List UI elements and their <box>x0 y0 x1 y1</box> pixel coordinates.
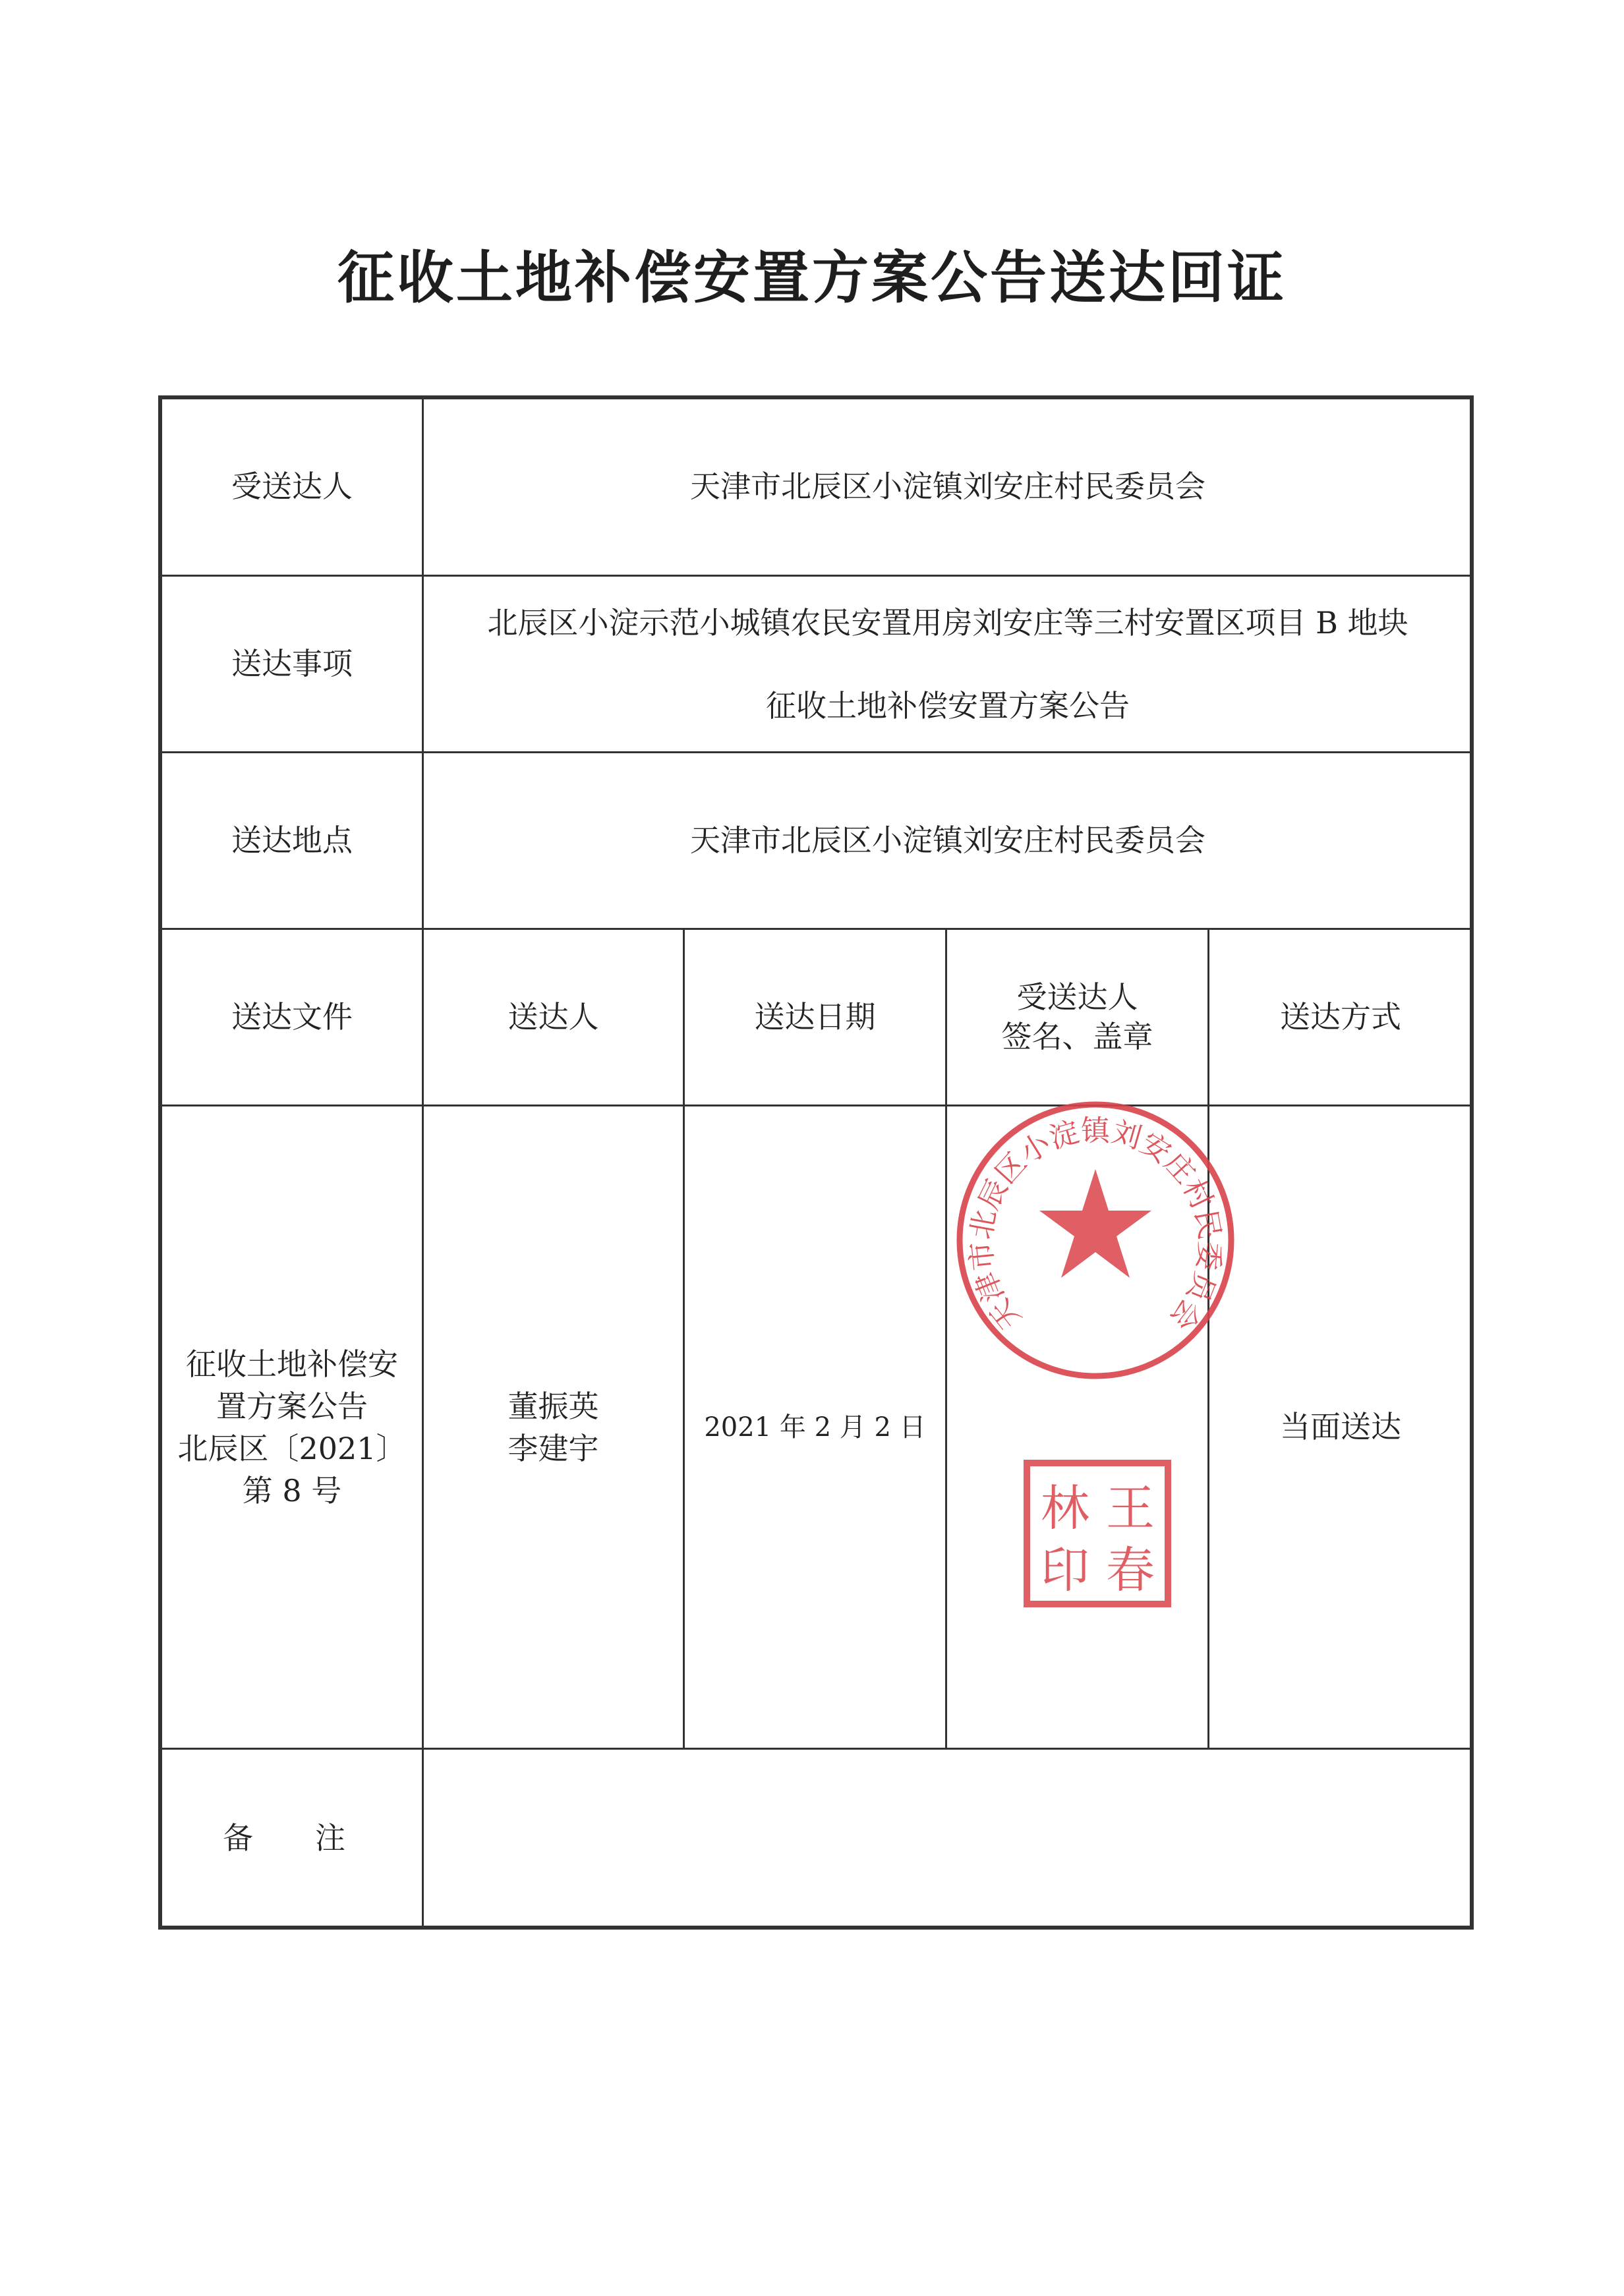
header-date: 送达日期 <box>754 998 876 1035</box>
header-signature-line-2: 签名、盖章 <box>1001 1018 1153 1054</box>
header-method: 送达方式 <box>1280 998 1401 1035</box>
name-seal-char: 林 <box>1041 1480 1089 1537</box>
method-value: 当面送达 <box>1280 1408 1401 1445</box>
document-line: 北辰区〔2021〕 <box>177 1430 407 1466</box>
matter-line-1: 北辰区小淀示范小城镇农民安置用房刘安庄等三村安置区项目 B 地块 <box>487 604 1408 641</box>
matter-label: 送达事项 <box>231 645 353 681</box>
personal-name-seal <box>1022 1458 1173 1609</box>
document-line: 第 8 号 <box>242 1472 342 1508</box>
sender-name: 董振英 <box>508 1388 599 1424</box>
recipient-label: 受送达人 <box>231 469 353 505</box>
remarks-value <box>424 1750 1472 1928</box>
place-label: 送达地点 <box>231 822 353 858</box>
sender-name: 李建宇 <box>508 1430 599 1466</box>
place-value: 天津市北辰区小淀镇刘安庄村民委员会 <box>690 822 1205 858</box>
sender-value <box>424 1106 683 1748</box>
name-seal-char: 印 <box>1041 1542 1089 1599</box>
seal-arc-textpath: 天津市北辰区小淀镇刘安庄村民委员会 <box>964 1114 1227 1336</box>
name-seal-char: 春 <box>1106 1542 1155 1599</box>
document-value <box>162 1106 422 1748</box>
name-seal-char: 王 <box>1106 1480 1155 1537</box>
remarks-label: 备 注 <box>223 1820 361 1856</box>
document-title: 征收土地补偿安置方案公告送达回证 <box>337 245 1287 311</box>
date-value: 2021 年 2 月 2 日 <box>704 1412 926 1443</box>
document-line: 置方案公告 <box>216 1388 368 1424</box>
matter-line-2: 征收土地补偿安置方案公告 <box>766 687 1130 724</box>
seal-star <box>1039 1169 1151 1278</box>
recipient-value: 天津市北辰区小淀镇刘安庄村民委员会 <box>690 469 1205 505</box>
header-document: 送达文件 <box>231 998 353 1035</box>
document-line: 征收土地补偿安 <box>186 1346 398 1382</box>
header-signature-line-1: 受送达人 <box>1016 979 1138 1015</box>
header-sender: 送达人 <box>508 998 599 1035</box>
matter-value <box>424 577 1472 751</box>
header-signature <box>947 930 1207 1105</box>
committee-seal <box>950 1095 1240 1385</box>
